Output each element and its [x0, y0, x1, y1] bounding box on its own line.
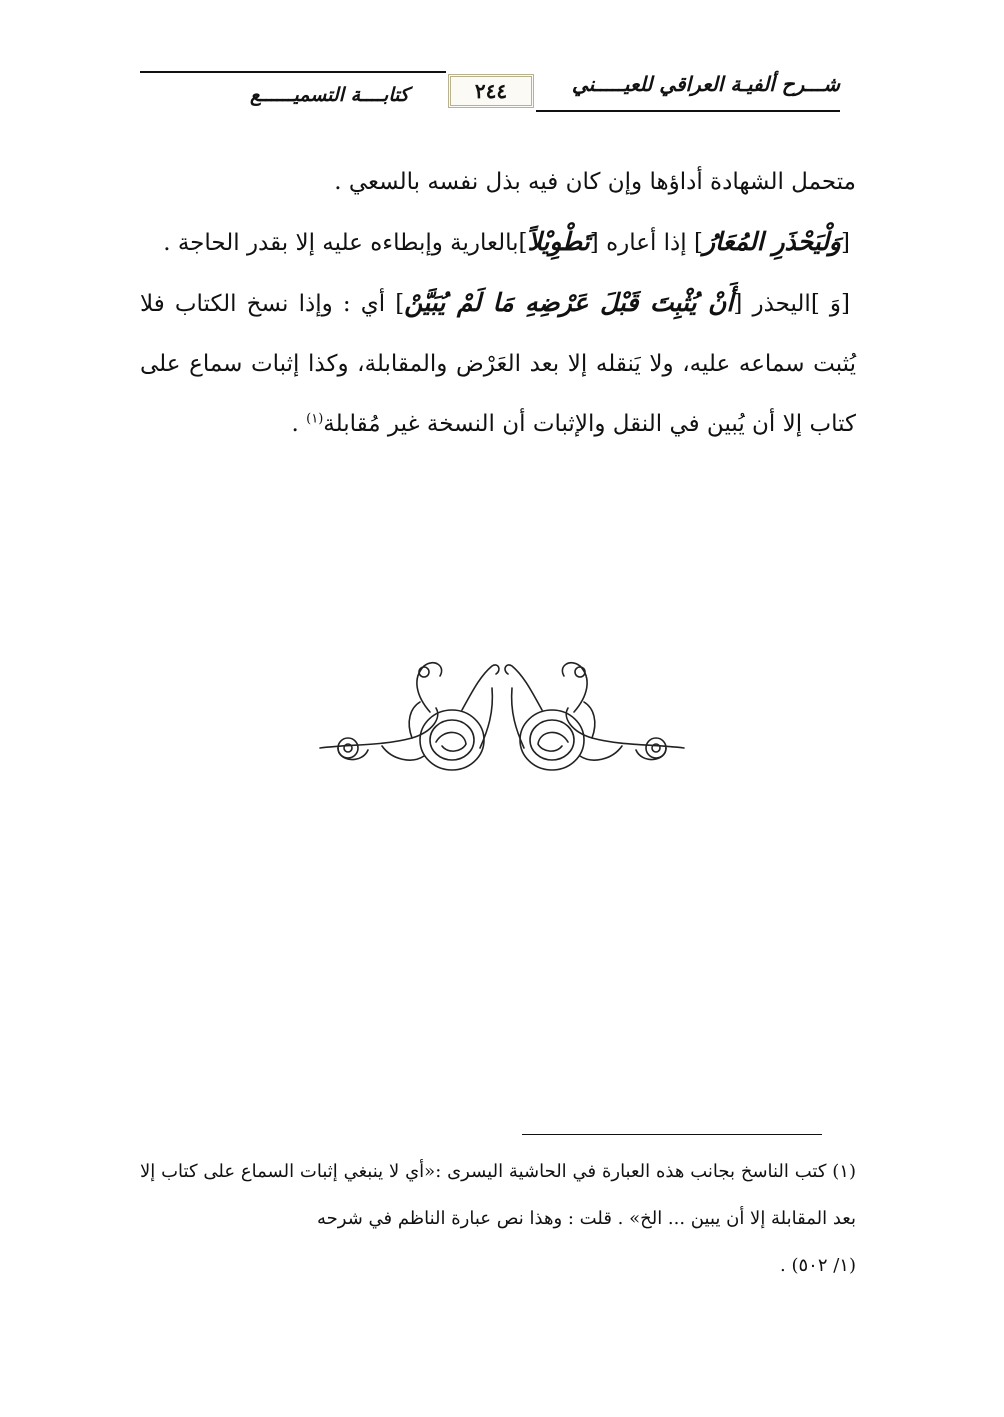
text-run: ] أي : وإذا نسخ الكتاب فلا يُثبت سماعه عليه، ولا يَنقله إلا بعد العَرْض والمقابلة، وكذا إثبات سماع على كتاب إلا أن يُبين في النقل والإثبات أن النسخة غير مُقابلة	[140, 291, 856, 437]
chapter-title: كتابــــة التسميــــــع	[250, 84, 409, 106]
book-title: شـــرح ألفيـة العراقي للعيـــــني	[571, 72, 840, 96]
main-text	[140, 152, 856, 454]
footnote-line: (١) كتب الناسخ بجانب هذه العبارة في الحاشية اليسرى :«أي لا ينبغي إثبات السماع على كتاب إلا بعد المقابلة إلا أن يبين ... الخ» . قلت : وهذا نص عبارة الناظم في شرحه	[140, 1161, 856, 1229]
verse-quote: أَنْ يُثْبِتَ قَبْلَ عَرْضِهِ مَا لَمْ يُبَيَّنْ	[404, 288, 734, 317]
footnote-separator	[522, 1134, 822, 1135]
footnote-line: (١/ ٥٠٢) .	[780, 1255, 856, 1276]
paragraph	[140, 152, 856, 212]
ornament-right-half	[505, 663, 684, 770]
footnote	[140, 1148, 856, 1289]
running-header	[140, 66, 840, 116]
text-run: متحمل الشهادة أداؤها وإن كان فيه بذل نفسه بالسعي .	[334, 169, 856, 195]
ornament-left-half	[320, 663, 499, 770]
paragraph	[140, 212, 856, 273]
header-rule-left	[140, 71, 446, 73]
header-rule-right	[536, 110, 840, 112]
text-run: .	[291, 411, 307, 437]
text-run: [وَ ]اليحذر [	[733, 291, 851, 317]
ornament-divider	[312, 652, 692, 780]
verse-quote: وَلْيَحْذَرِ المُعَارُ	[702, 227, 842, 256]
verse-quote: تَطْوِيْلاً	[527, 227, 590, 256]
text-run: ]بالعارية وإبطاءه عليه إلا بقدر الحاجة .	[163, 230, 528, 256]
text-run: [	[841, 230, 850, 256]
text-run: ] إذا أعاره [	[589, 230, 703, 256]
paragraph	[140, 273, 856, 454]
footnote-marker: (١)	[306, 411, 324, 427]
page-number: ٢٤٤	[448, 74, 534, 108]
